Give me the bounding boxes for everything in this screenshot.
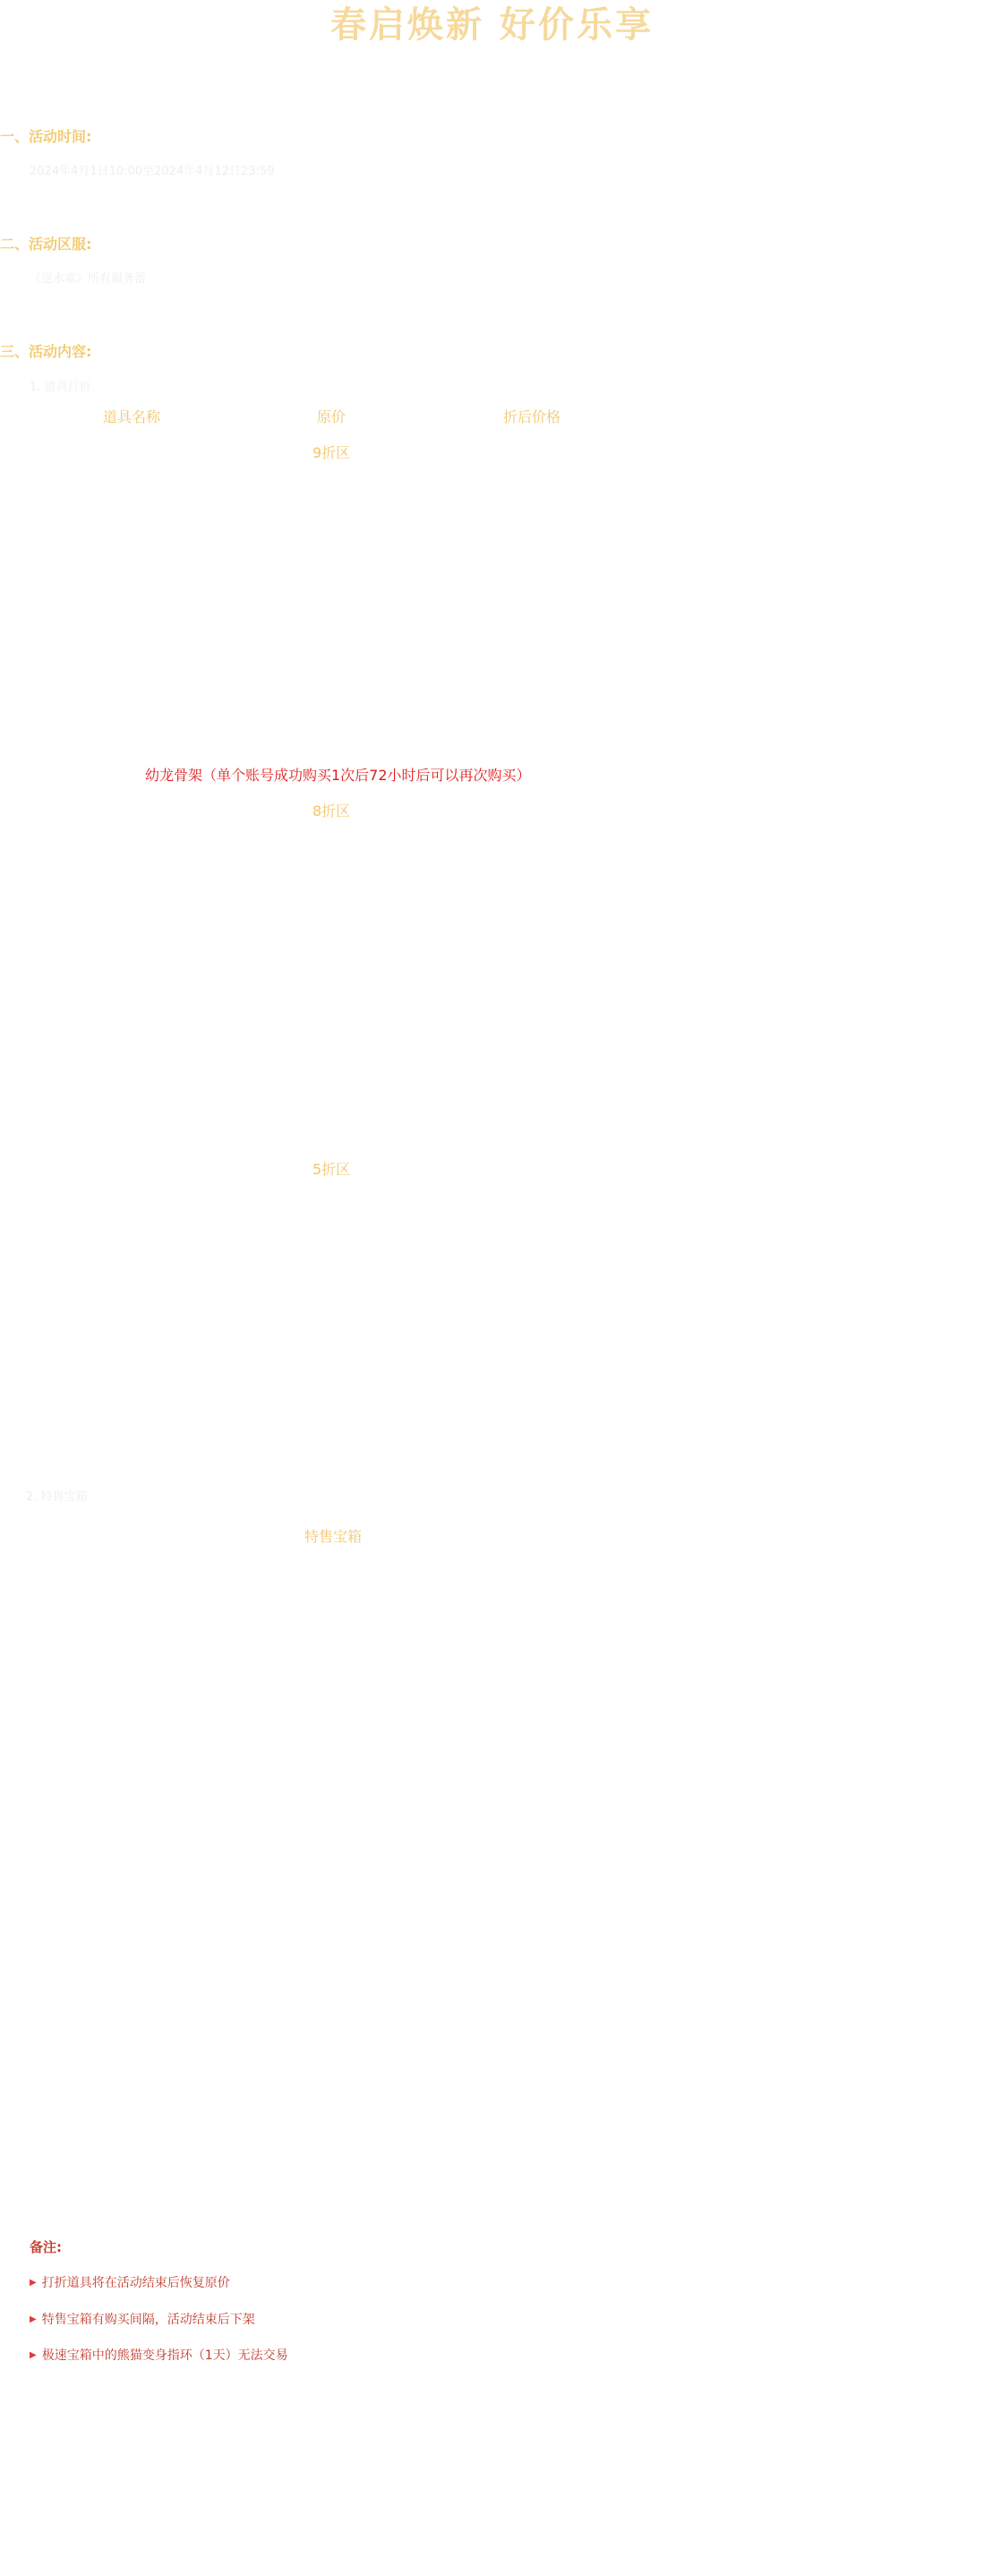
remark-text: 特售宝箱有购买间隔，活动结束后下架 (41, 2313, 255, 2327)
remark-text: 极速宝箱中的熊猫变身指环（1天）无法交易 (41, 2348, 288, 2363)
bullet-icon: ▶ (30, 2314, 37, 2324)
chest-subtitle: 2. 特售宝箱 (26, 1490, 88, 1504)
remark-item (30, 2273, 230, 2291)
zone-label-80: 8折区 (312, 803, 351, 820)
section-heading-range: 二、活动区服: (0, 236, 92, 253)
remark-item (30, 2310, 255, 2328)
remark-item (30, 2346, 288, 2364)
column-header-discount-price: 折后价格 (503, 408, 561, 425)
purchase-limit-note: 幼龙骨架（单个账号成功购买1次后72小时后可以再次购买） (145, 767, 531, 784)
zone-label-50: 5折区 (312, 1161, 351, 1178)
discount-subtitle: 1. 道具打折 (30, 381, 91, 394)
zone-label-90: 9折区 (312, 444, 351, 461)
bullet-icon: ▶ (30, 2278, 37, 2288)
bullet-icon: ▶ (30, 2350, 37, 2360)
section-heading-time: 一、活动时间: (0, 128, 92, 145)
activity-time-value: 2024年4月1日10:00至2024年4月12日23:59 (30, 165, 275, 178)
column-header-original-price: 原价 (317, 408, 347, 425)
activity-range-value: 《逆水寒》所有服务器 (30, 272, 147, 286)
banner-title: 春启焕新 好价乐享 (330, 4, 654, 46)
remark-text: 打折道具将在活动结束后恢复原价 (41, 2276, 230, 2290)
column-header-item-name: 道具名称 (103, 408, 161, 425)
remarks-heading: 备注: (30, 2239, 62, 2255)
section-heading-content: 三、活动内容: (0, 343, 92, 360)
chest-header: 特售宝箱 (304, 1528, 363, 1545)
